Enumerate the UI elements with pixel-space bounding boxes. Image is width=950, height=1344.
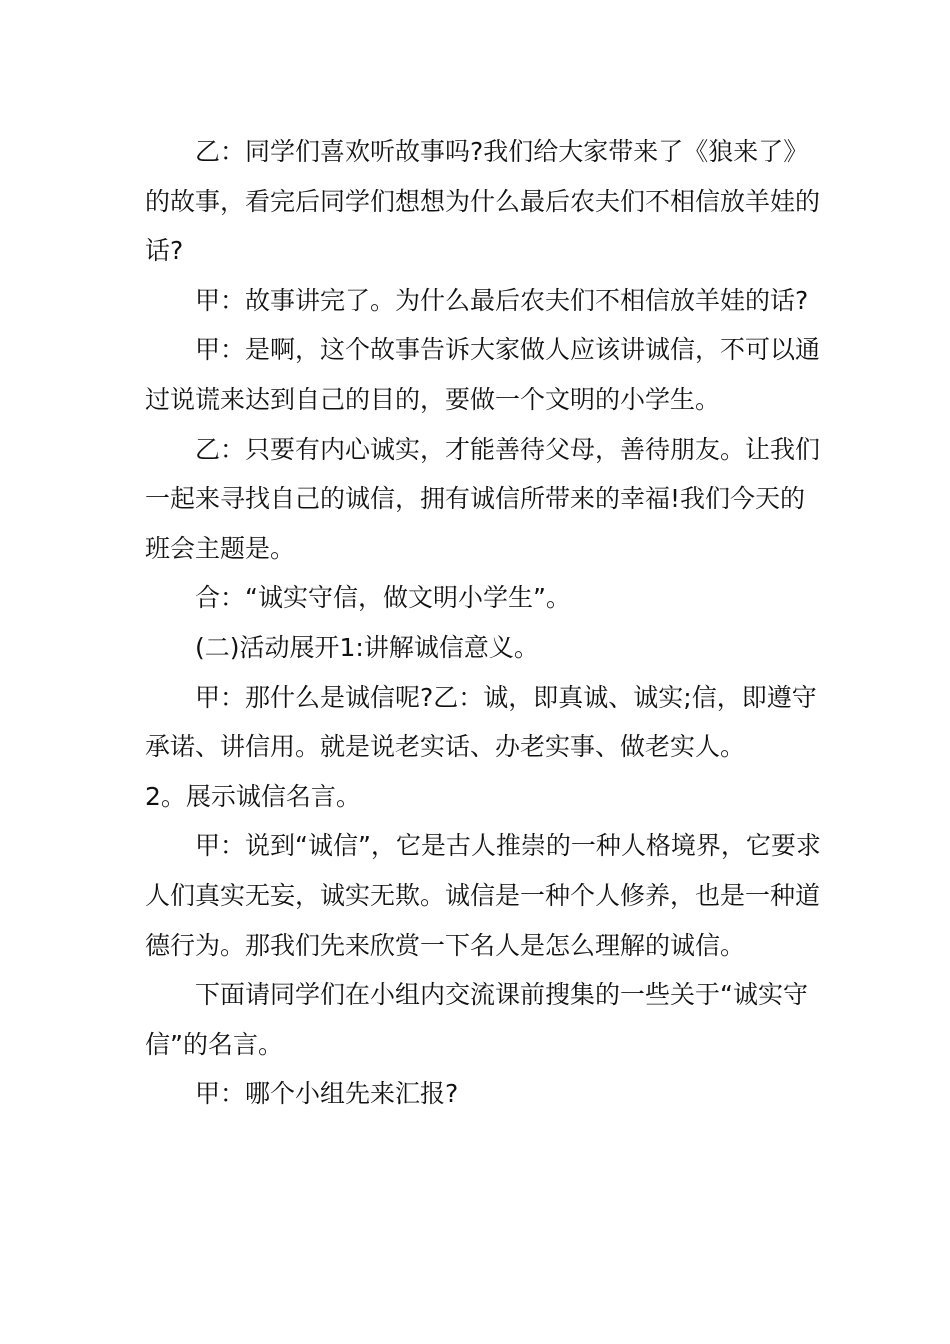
paragraph-9: 甲：说到“诚信”，它是古人推崇的一种人格境界，它要求人们真实无妄，诚实无欺。诚信是一种个人修养，也是一种道德行为。那我们先来欣赏一下名人是怎么理解的诚信。 xyxy=(145,831,821,960)
paragraph-8: 2。展示诚信名言。 xyxy=(145,781,361,811)
paragraph-4: 乙：只要有内心诚实，才能善待父母，善待朋友。让我们一起来寻找自己的诚信，拥有诚信所带来的幸福!我们今天的班会主题是。 xyxy=(145,434,821,563)
paragraph-3: 甲：是啊，这个故事告诉大家做人应该讲诚信，不可以通过说谎来达到自己的目的，要做一个文明的小学生。 xyxy=(145,335,821,414)
paragraph-7: 甲：那什么是诚信呢?乙：诚，即真诚、诚实;信，即遵守承诺、讲信用。就是说老实话、办老实事、做老实人。 xyxy=(145,682,817,762)
document-body xyxy=(145,127,825,1119)
paragraph-5: 合：“诚实守信，做文明小学生”。 xyxy=(195,583,571,613)
paragraph-1: 乙：同学们喜欢听故事吗?我们给大家带来了《狼来了》的故事，看完后同学们想想为什么最后农夫们不相信放羊娃的话? xyxy=(145,137,821,266)
paragraph-6: (二)活动展开1:讲解诚信意义。 xyxy=(195,632,539,662)
paragraph-11: 甲：哪个小组先来汇报? xyxy=(195,1079,459,1109)
paragraph-2: 甲：故事讲完了。为什么最后农夫们不相信放羊娃的话? xyxy=(195,285,809,315)
paragraph-10: 下面请同学们在小组内交流课前搜集的一些关于“诚实守信”的名言。 xyxy=(145,980,808,1059)
